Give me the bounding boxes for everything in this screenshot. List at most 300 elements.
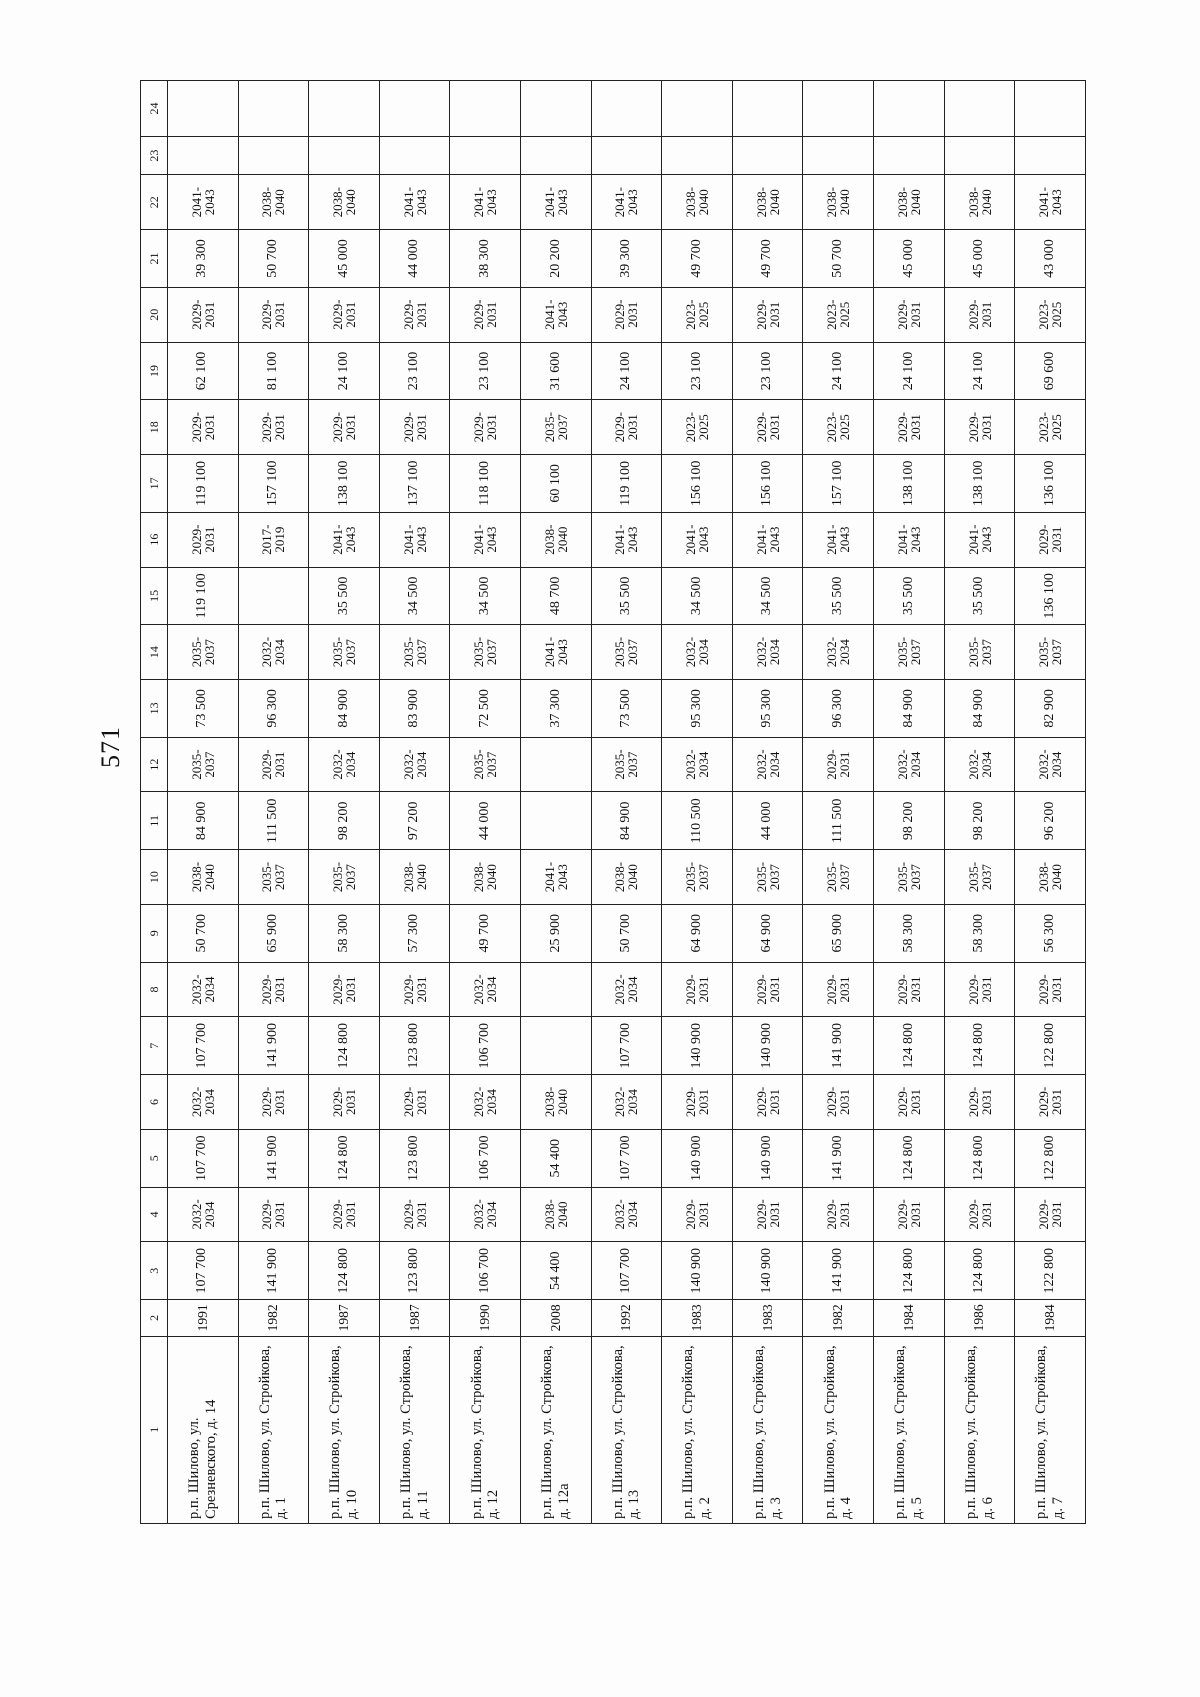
table-cell: 2029-2031 [1015, 962, 1086, 1017]
table-cell: 82 900 [1015, 679, 1086, 737]
table-cell [379, 136, 450, 175]
table-cell: 141 900 [803, 1017, 874, 1075]
table-cell: 2035-2037 [662, 850, 733, 905]
table-cell: 141 900 [803, 1242, 874, 1300]
table-cell: 2029-2031 [238, 737, 309, 792]
table-cell: 2023-2025 [1015, 287, 1086, 342]
table-cell: 35 500 [591, 567, 662, 625]
table-cell: 84 900 [168, 792, 239, 850]
table-cell: 44 000 [732, 792, 803, 850]
table-cell: 35 500 [944, 567, 1015, 625]
table-cell: 24 100 [874, 342, 945, 400]
column-header-6: 6 [141, 1075, 168, 1130]
table-cell: 138 100 [874, 455, 945, 513]
table-cell [309, 81, 380, 137]
column-header-7: 7 [141, 1017, 168, 1075]
year-cell: 1987 [379, 1300, 450, 1336]
table-cell: 2038-2040 [309, 175, 380, 230]
year-cell: 1984 [874, 1300, 945, 1336]
year-cell: 1983 [732, 1300, 803, 1336]
table-cell: 45 000 [944, 230, 1015, 288]
table-cell: 2041-2043 [944, 512, 1015, 567]
table-cell: 110 500 [662, 792, 733, 850]
table-cell: 2041-2043 [521, 850, 592, 905]
address-cell: р.п. Шилово, ул. Стройкова, д. 10 [309, 1336, 380, 1523]
table-row [450, 81, 521, 1524]
table-row [944, 81, 1015, 1524]
table-cell: 124 800 [874, 1242, 945, 1300]
table-row [379, 81, 450, 1524]
table-cell: 2029-2031 [874, 1075, 945, 1130]
table-cell: 45 000 [309, 230, 380, 288]
address-cell: р.п. Шилово, ул. Стройкова, д. 6 [944, 1336, 1015, 1523]
table-cell: 2029-2031 [944, 962, 1015, 1017]
table-body [168, 81, 1086, 1524]
address-cell: р.п. Шилово, ул. Стройкова, д. 13 [591, 1336, 662, 1523]
table-cell: 2041-2043 [591, 512, 662, 567]
table-cell: 141 900 [238, 1017, 309, 1075]
table-cell: 50 700 [238, 230, 309, 288]
table-cell: 2029-2031 [379, 962, 450, 1017]
table-cell: 2041-2043 [450, 175, 521, 230]
table-cell [238, 136, 309, 175]
table-cell: 107 700 [168, 1129, 239, 1187]
table-cell: 2032-2034 [591, 1075, 662, 1130]
table-cell: 107 700 [591, 1129, 662, 1187]
table-cell: 2035-2037 [309, 625, 380, 680]
table-cell: 58 300 [309, 904, 380, 962]
table-row [1015, 81, 1086, 1524]
table-cell: 2041-2043 [450, 512, 521, 567]
table-cell: 48 700 [521, 567, 592, 625]
table-cell: 106 700 [450, 1129, 521, 1187]
column-header-21: 21 [141, 230, 168, 288]
table-cell [662, 136, 733, 175]
table-cell [732, 81, 803, 137]
header-row [141, 81, 168, 1524]
table-cell: 2032-2034 [450, 1187, 521, 1242]
address-cell: р.п. Шилово, ул. Стройкова, д. 5 [874, 1336, 945, 1523]
table-cell: 2035-2037 [168, 625, 239, 680]
table-cell: 69 600 [1015, 342, 1086, 400]
table-cell: 49 700 [450, 904, 521, 962]
address-cell: р.п. Шилово, ул. Стройкова, д. 2 [662, 1336, 733, 1523]
table-cell [803, 136, 874, 175]
table-cell: 2035-2037 [591, 625, 662, 680]
table-cell: 2038-2040 [168, 850, 239, 905]
table-cell: 2029-2031 [238, 1075, 309, 1130]
table-cell: 2032-2034 [238, 625, 309, 680]
table-cell: 2032-2034 [309, 737, 380, 792]
table-cell: 2041-2043 [521, 625, 592, 680]
table-cell: 156 100 [662, 455, 733, 513]
table-cell: 73 500 [591, 679, 662, 737]
year-cell: 1987 [309, 1300, 380, 1336]
table-cell: 2029-2031 [168, 287, 239, 342]
table-cell: 24 100 [591, 342, 662, 400]
table-cell: 2041-2043 [732, 512, 803, 567]
table-cell: 2041-2043 [521, 287, 592, 342]
address-cell: р.п. Шилово, ул. Стройкова, д. 1 [238, 1336, 309, 1523]
table-cell: 2041-2043 [309, 512, 380, 567]
table-cell [238, 81, 309, 137]
table-cell [803, 81, 874, 137]
table-cell: 2029-2031 [309, 287, 380, 342]
table-cell: 43 000 [1015, 230, 1086, 288]
table-cell: 124 800 [944, 1017, 1015, 1075]
table-cell: 2032-2034 [732, 737, 803, 792]
table-cell: 2032-2034 [379, 737, 450, 792]
table-cell: 2032-2034 [591, 962, 662, 1017]
table-cell: 2035-2037 [238, 850, 309, 905]
table-cell: 140 900 [662, 1129, 733, 1187]
table-cell: 138 100 [944, 455, 1015, 513]
table-cell: 2041-2043 [591, 175, 662, 230]
table-cell: 2029-2031 [944, 287, 1015, 342]
table-row [309, 81, 380, 1524]
column-header-24: 24 [141, 81, 168, 137]
table-cell: 57 300 [379, 904, 450, 962]
table-cell: 98 200 [944, 792, 1015, 850]
table-cell [944, 81, 1015, 137]
table-cell [521, 792, 592, 850]
table-cell: 38 300 [450, 230, 521, 288]
table-cell: 2029-2031 [944, 1187, 1015, 1242]
table-cell: 2029-2031 [168, 400, 239, 455]
table-cell: 140 900 [732, 1129, 803, 1187]
table-cell: 2035-2037 [309, 850, 380, 905]
column-header-22: 22 [141, 175, 168, 230]
table-cell: 140 900 [662, 1242, 733, 1300]
table-cell: 124 800 [309, 1242, 380, 1300]
address-cell: р.п. Шилово, ул. Стройкова, д. 12 [450, 1336, 521, 1523]
table-cell: 2023-2025 [662, 400, 733, 455]
table-cell: 141 900 [238, 1242, 309, 1300]
table-cell: 2029-2031 [309, 1187, 380, 1242]
table-cell: 24 100 [944, 342, 1015, 400]
table-cell: 2029-2031 [168, 512, 239, 567]
table-cell: 34 500 [450, 567, 521, 625]
column-header-1: 1 [141, 1336, 168, 1523]
table-cell: 107 700 [591, 1242, 662, 1300]
table-cell: 39 300 [591, 230, 662, 288]
table-cell: 65 900 [803, 904, 874, 962]
table-row [732, 81, 803, 1524]
table-cell: 2041-2043 [168, 175, 239, 230]
table-cell: 54 400 [521, 1129, 592, 1187]
table-cell: 2038-2040 [732, 175, 803, 230]
table-cell [944, 136, 1015, 175]
table-row [168, 81, 239, 1524]
table-cell: 2029-2031 [944, 1075, 1015, 1130]
table-cell: 156 100 [732, 455, 803, 513]
table-cell: 2029-2031 [803, 1075, 874, 1130]
table-cell [874, 136, 945, 175]
table-cell: 2038-2040 [238, 175, 309, 230]
table-cell: 2032-2034 [732, 625, 803, 680]
table-cell: 136 100 [1015, 455, 1086, 513]
table-cell: 123 800 [379, 1129, 450, 1187]
table-cell: 2029-2031 [591, 287, 662, 342]
table-cell: 49 700 [732, 230, 803, 288]
data-table [140, 80, 1086, 1524]
table-cell: 2029-2031 [803, 962, 874, 1017]
table-cell: 84 900 [591, 792, 662, 850]
table-cell: 2035-2037 [591, 737, 662, 792]
year-cell: 1992 [591, 1300, 662, 1336]
table-cell: 2038-2040 [944, 175, 1015, 230]
table-cell: 2029-2031 [732, 287, 803, 342]
table-cell: 25 900 [521, 904, 592, 962]
table-cell: 44 000 [379, 230, 450, 288]
table-cell: 2029-2031 [1015, 1187, 1086, 1242]
table-cell [521, 136, 592, 175]
table-cell: 2032-2034 [168, 962, 239, 1017]
table-cell: 2032-2034 [803, 625, 874, 680]
address-cell: р.п. Шилово, ул. Стройкова, д. 3 [732, 1336, 803, 1523]
table-cell [591, 81, 662, 137]
table-cell: 2035-2037 [874, 850, 945, 905]
table-cell: 2029-2031 [803, 737, 874, 792]
column-header-12: 12 [141, 737, 168, 792]
table-cell: 2029-2031 [874, 287, 945, 342]
table-cell: 58 300 [944, 904, 1015, 962]
table-cell: 35 500 [803, 567, 874, 625]
table-cell: 2029-2031 [450, 287, 521, 342]
address-cell: р.п. Шилово, ул. Срезневского, д. 14 [168, 1336, 239, 1523]
table-cell: 2035-2037 [732, 850, 803, 905]
table-cell: 34 500 [732, 567, 803, 625]
table-row [521, 81, 592, 1524]
table-cell: 157 100 [803, 455, 874, 513]
table-cell: 124 800 [874, 1129, 945, 1187]
table-cell: 2041-2043 [803, 512, 874, 567]
table-cell: 50 700 [803, 230, 874, 288]
table-cell: 2038-2040 [521, 1187, 592, 1242]
table-cell: 122 800 [1015, 1017, 1086, 1075]
table-cell: 141 900 [238, 1129, 309, 1187]
table-cell: 2041-2043 [521, 175, 592, 230]
table-cell: 95 300 [662, 679, 733, 737]
table-cell: 2029-2031 [591, 400, 662, 455]
table-cell: 2029-2031 [874, 1187, 945, 1242]
table-cell: 2032-2034 [168, 1187, 239, 1242]
table-cell: 107 700 [591, 1017, 662, 1075]
table-cell: 106 700 [450, 1242, 521, 1300]
table-cell: 97 200 [379, 792, 450, 850]
table-cell: 2041-2043 [1015, 175, 1086, 230]
table-cell: 123 800 [379, 1242, 450, 1300]
table-cell: 20 200 [521, 230, 592, 288]
table-cell: 2032-2034 [168, 1075, 239, 1130]
page-number: 571 [96, 726, 125, 768]
table-cell: 64 900 [662, 904, 733, 962]
table-cell: 122 800 [1015, 1129, 1086, 1187]
table-cell: 2038-2040 [662, 175, 733, 230]
table-cell: 2041-2043 [874, 512, 945, 567]
table-cell: 157 100 [238, 455, 309, 513]
address-cell: р.п. Шилово, ул. Стройкова, д. 7 [1015, 1336, 1086, 1523]
table-cell: 124 800 [309, 1129, 380, 1187]
column-header-19: 19 [141, 342, 168, 400]
table-cell: 124 800 [944, 1129, 1015, 1187]
table-cell [662, 81, 733, 137]
table-cell: 2035-2037 [803, 850, 874, 905]
table-cell: 2041-2043 [662, 512, 733, 567]
table-cell: 2029-2031 [238, 962, 309, 1017]
table-cell: 119 100 [168, 455, 239, 513]
table-cell [309, 136, 380, 175]
table-cell: 2029-2031 [238, 1187, 309, 1242]
table-cell: 2038-2040 [521, 1075, 592, 1130]
column-header-9: 9 [141, 904, 168, 962]
table-cell [521, 737, 592, 792]
table-cell: 60 100 [521, 455, 592, 513]
table-cell: 2035-2037 [874, 625, 945, 680]
table-cell: 107 700 [168, 1242, 239, 1300]
table-cell: 2032-2034 [1015, 737, 1086, 792]
table-cell: 2038-2040 [379, 850, 450, 905]
column-header-20: 20 [141, 287, 168, 342]
table-cell: 2029-2031 [662, 1187, 733, 1242]
year-cell: 1982 [803, 1300, 874, 1336]
table-row [238, 81, 309, 1524]
year-cell: 2008 [521, 1300, 592, 1336]
table-cell: 50 700 [591, 904, 662, 962]
table-cell: 2029-2031 [379, 1187, 450, 1242]
table-cell: 124 800 [944, 1242, 1015, 1300]
table-cell: 24 100 [803, 342, 874, 400]
table-cell: 2032-2034 [591, 1187, 662, 1242]
table-cell: 34 500 [379, 567, 450, 625]
table-cell: 23 100 [450, 342, 521, 400]
table-cell [238, 567, 309, 625]
table-cell: 2041-2043 [379, 512, 450, 567]
table-cell: 2029-2031 [732, 1187, 803, 1242]
table-cell: 111 500 [803, 792, 874, 850]
table-cell [591, 136, 662, 175]
table-cell: 2032-2034 [450, 962, 521, 1017]
table-cell [168, 136, 239, 175]
column-header-2: 2 [141, 1300, 168, 1336]
column-header-17: 17 [141, 455, 168, 513]
table-cell: 2029-2031 [238, 400, 309, 455]
table-cell: 98 200 [309, 792, 380, 850]
table-cell: 83 900 [379, 679, 450, 737]
table-cell [874, 81, 945, 137]
table-cell: 111 500 [238, 792, 309, 850]
table-cell: 2035-2037 [1015, 625, 1086, 680]
table-cell: 2029-2031 [732, 962, 803, 1017]
table-row [874, 81, 945, 1524]
column-header-23: 23 [141, 136, 168, 175]
table-cell [450, 136, 521, 175]
table-cell: 2035-2037 [450, 625, 521, 680]
table-cell: 49 700 [662, 230, 733, 288]
table-cell: 35 500 [309, 567, 380, 625]
table-cell [1015, 136, 1086, 175]
table-cell: 2038-2040 [1015, 850, 1086, 905]
table-cell: 37 300 [521, 679, 592, 737]
table-cell: 2041-2043 [379, 175, 450, 230]
column-header-18: 18 [141, 400, 168, 455]
table-cell: 23 100 [662, 342, 733, 400]
table-cell [521, 962, 592, 1017]
table-cell [168, 81, 239, 137]
table-cell: 96 300 [803, 679, 874, 737]
table-cell: 84 900 [309, 679, 380, 737]
table-cell: 2029-2031 [732, 1075, 803, 1130]
table-cell: 2038-2040 [450, 850, 521, 905]
table-cell: 81 100 [238, 342, 309, 400]
table-row [803, 81, 874, 1524]
column-header-4: 4 [141, 1187, 168, 1242]
table-cell: 2038-2040 [521, 512, 592, 567]
table-cell: 98 200 [874, 792, 945, 850]
table-cell: 96 300 [238, 679, 309, 737]
column-header-14: 14 [141, 625, 168, 680]
table-cell [732, 136, 803, 175]
table-cell: 2023-2025 [803, 400, 874, 455]
table-cell [521, 1017, 592, 1075]
table-cell: 72 500 [450, 679, 521, 737]
table-cell: 2032-2034 [944, 737, 1015, 792]
year-cell: 1986 [944, 1300, 1015, 1336]
table-cell: 45 000 [874, 230, 945, 288]
table-cell: 73 500 [168, 679, 239, 737]
table-cell: 44 000 [450, 792, 521, 850]
table-cell: 50 700 [168, 904, 239, 962]
table-cell: 2032-2034 [662, 625, 733, 680]
table-cell: 2029-2031 [662, 1075, 733, 1130]
table-cell: 2032-2034 [450, 1075, 521, 1130]
table-cell: 23 100 [379, 342, 450, 400]
table-cell: 122 800 [1015, 1242, 1086, 1300]
table-cell: 2035-2037 [944, 625, 1015, 680]
address-cell: р.п. Шилово, ул. Стройкова, д. 11 [379, 1336, 450, 1523]
table-cell: 138 100 [309, 455, 380, 513]
table-cell: 2029-2031 [944, 400, 1015, 455]
table-cell: 62 100 [168, 342, 239, 400]
table-cell: 64 900 [732, 904, 803, 962]
table-cell: 2035-2037 [168, 737, 239, 792]
year-cell: 1983 [662, 1300, 733, 1336]
year-cell: 1991 [168, 1300, 239, 1336]
column-header-3: 3 [141, 1242, 168, 1300]
table-cell: 65 900 [238, 904, 309, 962]
table-cell: 2029-2031 [1015, 1075, 1086, 1130]
table-cell: 95 300 [732, 679, 803, 737]
table-cell [379, 81, 450, 137]
table-cell: 2032-2034 [874, 737, 945, 792]
table-cell: 2029-2031 [1015, 512, 1086, 567]
table-cell: 2029-2031 [803, 1187, 874, 1242]
table-cell: 54 400 [521, 1242, 592, 1300]
table-cell: 141 900 [803, 1129, 874, 1187]
table-cell: 118 100 [450, 455, 521, 513]
table-cell: 137 100 [379, 455, 450, 513]
table-cell: 84 900 [944, 679, 1015, 737]
column-header-5: 5 [141, 1129, 168, 1187]
column-header-8: 8 [141, 962, 168, 1017]
address-cell: р.п. Шилово, ул. Стройкова, д. 4 [803, 1336, 874, 1523]
table-cell: 2029-2031 [379, 1075, 450, 1130]
column-header-16: 16 [141, 512, 168, 567]
table-cell: 2023-2025 [1015, 400, 1086, 455]
table-cell: 84 900 [874, 679, 945, 737]
table-cell: 2029-2031 [238, 287, 309, 342]
table-cell [521, 81, 592, 137]
